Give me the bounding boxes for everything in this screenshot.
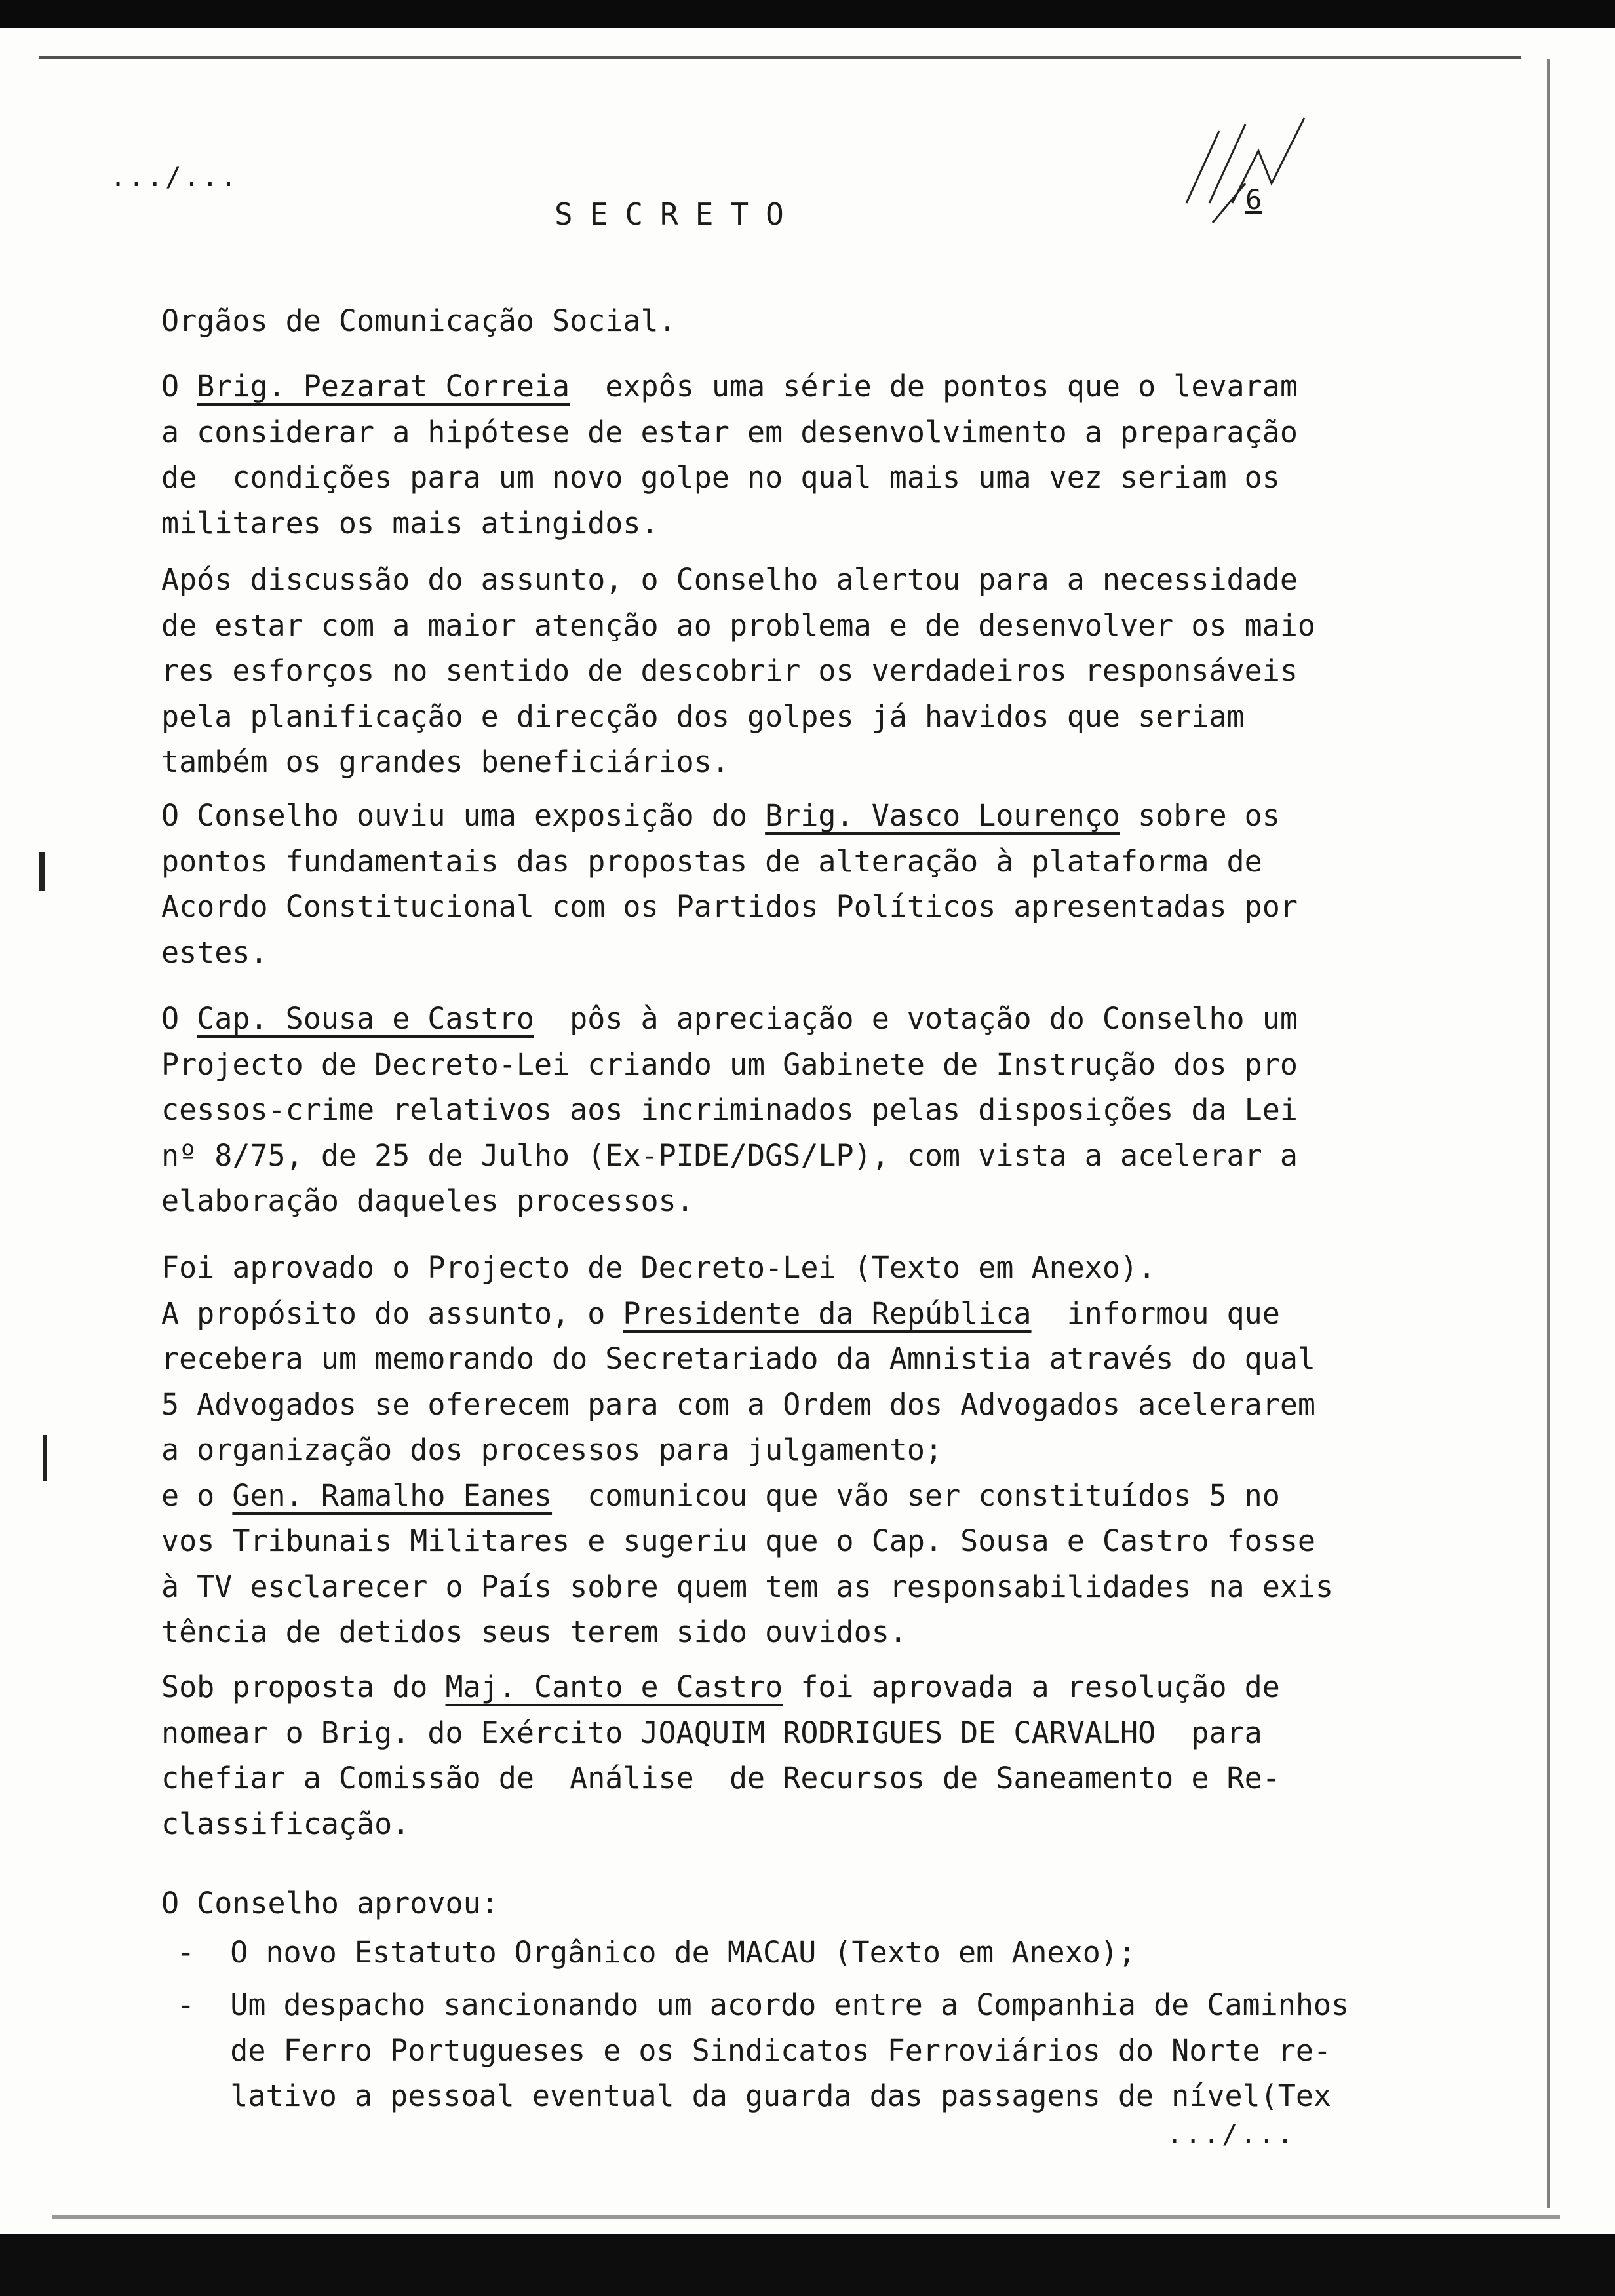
- text-line: [161, 930, 1354, 976]
- text-run: Acordo Constitucional com os Partidos Políticos apresentadas por: [161, 889, 1298, 924]
- text-line: [161, 557, 1354, 603]
- underlined-name: Gen. Ramalho Eanes: [232, 1478, 553, 1513]
- text-run: a considerar a hipótese de estar em desenvolvimento a preparação: [161, 414, 1298, 450]
- text-run: A propósito do assunto, o: [161, 1295, 623, 1331]
- text-run: foi aprovada a resolução de: [783, 1670, 1280, 1704]
- text-run: também os grandes beneficiários.: [161, 744, 730, 779]
- text-line: [161, 410, 1354, 455]
- text-run: Sob proposta do: [161, 1670, 446, 1704]
- text-line: [161, 1291, 1354, 1337]
- text-run: res esforços no sentido de descobrir os verdadeiros responsáveis: [161, 653, 1298, 688]
- text-run: - O novo Estatuto Orgânico de MACAU (Texto em Anexo);: [177, 1935, 1136, 1970]
- text-line: [161, 1664, 1354, 1710]
- text-line: [161, 1710, 1354, 1756]
- text-line: [161, 1087, 1354, 1133]
- text-line: [161, 1178, 1354, 1224]
- text-run: pôs à apreciação e votação do Conselho um: [534, 1001, 1298, 1036]
- text-line: [161, 739, 1354, 785]
- text-run: Após discussão do assunto, o Conselho alertou para a necessidade: [161, 562, 1298, 597]
- punch-mark: [43, 1435, 47, 1481]
- text-line: [177, 2028, 1370, 2074]
- paragraph: [161, 298, 1354, 344]
- text-run: pontos fundamentais das propostas de alteração à plataforma de: [161, 843, 1262, 879]
- text-line: [161, 501, 1354, 546]
- text-line: [161, 1382, 1354, 1428]
- text-run: O: [161, 1001, 197, 1036]
- underlined-name: Presidente da República: [623, 1295, 1032, 1331]
- text-run: elaboração daqueles processos.: [161, 1183, 694, 1218]
- text-run: 5 Advogados se oferecem para com a Ordem dos Advogados acelerarem: [161, 1387, 1315, 1422]
- text-line: [161, 694, 1354, 740]
- text-run: nomear o Brig. do Exército JOAQUIM RODRIGUES DE CARVALHO para: [161, 1715, 1262, 1750]
- text-run: vos Tribunais Militares e sugeriu que o Cap. Sousa e Castro fosse: [161, 1523, 1315, 1558]
- text-line: [161, 1427, 1354, 1473]
- text-line: [161, 884, 1354, 930]
- text-line: [177, 1930, 1370, 1976]
- text-line: [161, 1336, 1354, 1382]
- text-line: [161, 648, 1354, 694]
- underlined-name: Brig. Pezarat Correia: [197, 369, 570, 404]
- text-line: [177, 1982, 1370, 2028]
- continuation-footer: .../...: [1167, 2120, 1296, 2150]
- paragraph: [161, 996, 1354, 1224]
- text-line: [161, 455, 1354, 501]
- text-run: a organização dos processos para julgamento;: [161, 1432, 943, 1467]
- text-run: pela planificação e direcção dos golpes já havidos que seriam: [161, 698, 1245, 734]
- underlined-name: Maj. Canto e Castro: [445, 1670, 783, 1704]
- punch-mark: [39, 852, 45, 891]
- text-run: chefiar a Comissão de Análise de Recursos de Saneamento e Re-: [161, 1761, 1280, 1795]
- text-line: [161, 1133, 1354, 1179]
- text-run: comunicou que vão ser constituídos 5 no: [552, 1478, 1280, 1513]
- paragraph: [161, 364, 1354, 546]
- text-run: nº 8/75, de 25 de Julho (Ex-PIDE/DGS/LP), com vista a acelerar a: [161, 1138, 1298, 1173]
- text-run: O Conselho ouviu uma exposição do: [161, 798, 766, 833]
- page-number-text: 6: [1245, 183, 1262, 216]
- text-line: [161, 1564, 1354, 1610]
- text-line: [161, 1473, 1354, 1519]
- text-run: sobre os: [1120, 798, 1280, 833]
- paragraph: [161, 1664, 1354, 1846]
- text-run: Projecto de Decreto-Lei criando um Gabinete de Instrução dos pro: [161, 1046, 1298, 1082]
- text-line: [177, 2073, 1370, 2119]
- text-run: de estar com a maior atenção ao problema e de desenvolver os maio: [161, 607, 1315, 643]
- text-line: [161, 364, 1354, 410]
- paragraph: [161, 557, 1354, 785]
- paragraph: [177, 1930, 1370, 1976]
- text-run: de condições para um novo golpe no qual mais uma vez seriam os: [161, 460, 1280, 495]
- underlined-name: Brig. Vasco Lourenço: [765, 798, 1120, 833]
- text-line: [161, 1518, 1354, 1564]
- text-line: [161, 1609, 1354, 1655]
- handwritten-mark: [1173, 105, 1331, 236]
- text-line: [161, 793, 1354, 839]
- paragraph: [161, 1245, 1354, 1655]
- text-line: [161, 1755, 1354, 1801]
- text-run: estes.: [161, 934, 268, 970]
- text-run: à TV esclarecer o País sobre quem tem as responsabilidades na exis: [161, 1569, 1334, 1604]
- text-run: expôs uma série de pontos que o levaram: [570, 369, 1298, 404]
- text-line: [161, 1881, 1354, 1926]
- continuation-mark: .../...: [110, 163, 239, 193]
- text-line: [161, 298, 1354, 344]
- underlined-name: Cap. Sousa e Castro: [197, 1001, 534, 1036]
- text-run: O Conselho aprovou:: [161, 1886, 499, 1921]
- scan-right-edge: [1547, 59, 1550, 2208]
- text-run: cessos-crime relativos aos incriminados pelas disposições da Lei: [161, 1092, 1298, 1127]
- text-line: [161, 1245, 1354, 1291]
- text-run: lativo a pessoal eventual da guarda das passagens de nível(Tex: [177, 2078, 1331, 2113]
- text-run: - Um despacho sancionando um acordo entre a Companhia de Caminhos: [177, 1987, 1350, 2022]
- classification-title: SECRETO: [555, 197, 801, 232]
- text-run: Foi aprovado o Projecto de Decreto-Lei (Texto em Anexo).: [161, 1250, 1156, 1285]
- text-run: de Ferro Portugueses e os Sindicatos Ferroviários do Norte re-: [177, 2033, 1331, 2068]
- text-line: [161, 1042, 1354, 1088]
- text-line: [161, 839, 1354, 885]
- text-run: O: [161, 369, 197, 404]
- text-line: [161, 1801, 1354, 1847]
- scan-bottom-border: [0, 2234, 1615, 2296]
- text-run: recebera um memorando do Secretariado da Amnistia através do qual: [161, 1341, 1315, 1376]
- text-run: classificação.: [161, 1806, 410, 1841]
- text-run: informou que: [1031, 1295, 1280, 1331]
- text-run: Orgãos de Comunicação Social.: [161, 303, 676, 338]
- text-run: tência de detidos seus terem sido ouvidos.: [161, 1615, 907, 1649]
- scan-bottom-rule: [52, 2215, 1560, 2219]
- scan-top-rule: [39, 56, 1521, 59]
- paragraph: [161, 1881, 1354, 1926]
- page-number: [1245, 183, 1262, 216]
- text-line: [161, 603, 1354, 649]
- paragraph: [161, 793, 1354, 975]
- text-run: militares os mais atingidos.: [161, 505, 659, 541]
- text-line: [161, 996, 1354, 1042]
- paragraph: [177, 1982, 1370, 2119]
- text-run: e o: [161, 1478, 233, 1513]
- scan-top-border: [0, 0, 1615, 28]
